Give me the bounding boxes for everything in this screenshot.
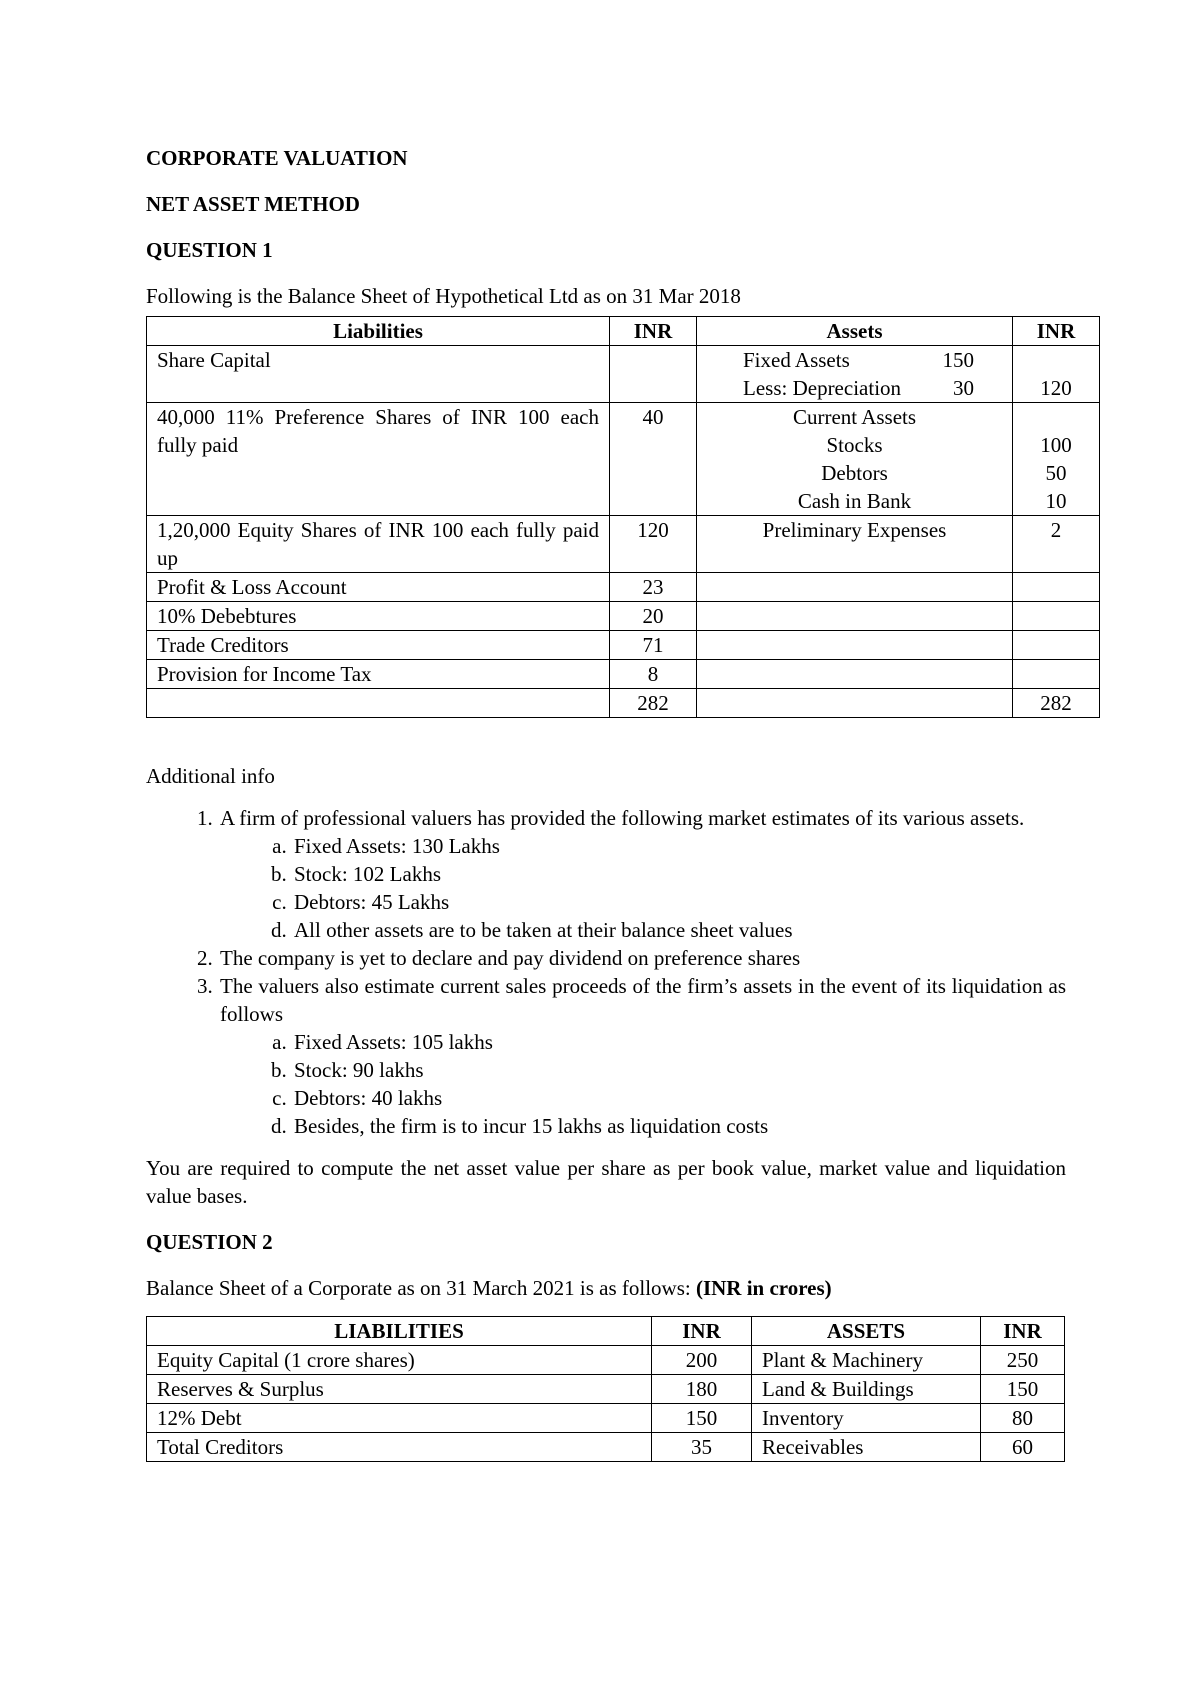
col-header-assets: Assets [697, 317, 1013, 346]
depreciation-label: Less: Depreciation [743, 376, 902, 400]
list-item: a. Fixed Assets: 130 Lakhs [292, 832, 1066, 860]
table-row [147, 1433, 1065, 1462]
list-item [218, 944, 1066, 972]
liability-value: 150 [652, 1404, 752, 1433]
liability-preference-value: 40 [610, 403, 697, 516]
asset-preliminary-expenses: Preliminary Expenses [697, 516, 1013, 573]
fixed-assets-label: Fixed Assets [743, 348, 850, 372]
document-subtitle: NET ASSET METHOD [146, 192, 360, 216]
document-title: CORPORATE VALUATION [146, 146, 408, 170]
net-fixed-assets-value: 120 [1040, 376, 1072, 400]
debtors-value: 50 [1045, 461, 1067, 485]
question-1-intro: Following is the Balance Sheet of Hypothetical Ltd as on 31 Mar 2018 [146, 284, 741, 308]
table-row [147, 602, 1100, 631]
liability-value: 23 [610, 573, 697, 602]
question-2-units: (INR in crores) [695, 1276, 832, 1300]
table-row [147, 346, 1100, 403]
liability-label: 10% Debebtures [147, 602, 610, 631]
question-1-heading: QUESTION 1 [146, 238, 273, 262]
table-header-row [147, 1317, 1065, 1346]
table-total-row [147, 689, 1100, 718]
asset-fixed-assets-cell [697, 346, 1013, 403]
liability-equity-value: 120 [610, 516, 697, 573]
list-item [218, 972, 1066, 1140]
item-3-text: The valuers also estimate current sales proceeds of the firm’s assets in the event of its liquidation as follows [220, 974, 1066, 1026]
liability-value: 35 [652, 1433, 752, 1462]
table-row [147, 1404, 1065, 1433]
preliminary-expenses-value: 2 [1013, 516, 1100, 573]
liability-value: 200 [652, 1346, 752, 1375]
depreciation-line [707, 374, 1002, 402]
table-row [147, 403, 1100, 516]
col-header-assets: ASSETS [752, 1317, 981, 1346]
item-1-text: A firm of professional valuers has provided the following market estimates of its various assets. [220, 806, 1025, 830]
additional-info-heading: Additional info [146, 764, 275, 788]
table-row [147, 1346, 1065, 1375]
list-item: d. Besides, the firm is to incur 15 lakhs as liquidation costs [292, 1112, 1066, 1140]
asset-value: 250 [981, 1346, 1065, 1375]
item-3-sublist [220, 1028, 1066, 1140]
total-liabilities-value: 282 [610, 689, 697, 718]
question-2-intro [146, 1274, 1066, 1302]
liability-label: Total Creditors [147, 1433, 652, 1462]
asset-label: Inventory [752, 1404, 981, 1433]
fixed-assets-value: 150 [942, 348, 974, 372]
item-2-text: The company is yet to declare and pay dividend on preference shares [220, 946, 801, 970]
asset-label: Land & Buildings [752, 1375, 981, 1404]
list-item [218, 804, 1066, 944]
depreciation-value: 30 [953, 376, 974, 400]
list-item: b. Stock: 90 lakhs [292, 1056, 1066, 1084]
liability-value: 20 [610, 602, 697, 631]
asset-current-assets-cell [697, 403, 1013, 516]
liability-equity-shares: 1,20,000 Equity Shares of INR 100 each fully paid up [147, 516, 610, 573]
current-assets-label: Current Assets [792, 405, 917, 429]
asset-value: 60 [981, 1433, 1065, 1462]
additional-info-list [146, 804, 1066, 1140]
stocks-value: 100 [1040, 433, 1072, 457]
list-item: c. Debtors: 45 Lakhs [292, 888, 1066, 916]
document-content [146, 144, 1076, 1462]
liability-preference-shares: 40,000 11% Preference Shares of INR 100 each fully paid [147, 403, 610, 516]
asset-value: 80 [981, 1404, 1065, 1433]
debtors-label: Debtors [821, 461, 888, 485]
fixed-assets-line [707, 346, 1002, 374]
liability-label: 12% Debt [147, 1404, 652, 1433]
liability-label: Equity Capital (1 crore shares) [147, 1346, 652, 1375]
balance-sheet-table-1 [146, 316, 1100, 718]
liability-value: 71 [610, 631, 697, 660]
table-row [147, 631, 1100, 660]
cash-value: 10 [1045, 489, 1067, 513]
liability-value: 180 [652, 1375, 752, 1404]
liability-label: Trade Creditors [147, 631, 610, 660]
balance-sheet-table-2 [146, 1316, 1065, 1462]
liability-share-capital: Share Capital [147, 346, 610, 403]
liability-value: 8 [610, 660, 697, 689]
col-header-inr: INR [981, 1317, 1065, 1346]
col-header-liabilities: Liabilities [147, 317, 610, 346]
table-row [147, 573, 1100, 602]
col-header-inr: INR [652, 1317, 752, 1346]
table-row [147, 1375, 1065, 1404]
cash-label: Cash in Bank [797, 489, 912, 513]
item-1-sublist [220, 832, 1066, 944]
table-header-row [147, 317, 1100, 346]
liability-label: Provision for Income Tax [147, 660, 610, 689]
liability-label: Reserves & Surplus [147, 1375, 652, 1404]
list-item: b. Stock: 102 Lakhs [292, 860, 1066, 888]
col-header-inr: INR [610, 317, 697, 346]
col-header-inr: INR [1013, 317, 1100, 346]
question-2-intro-text: Balance Sheet of a Corporate as on 31 March 2021 is as follows: [146, 1276, 691, 1300]
asset-label: Receivables [752, 1433, 981, 1462]
col-header-liabilities: LIABILITIES [147, 1317, 652, 1346]
asset-value: 150 [981, 1375, 1065, 1404]
total-assets-value: 282 [1013, 689, 1100, 718]
asset-label: Plant & Machinery [752, 1346, 981, 1375]
question-2-heading: QUESTION 2 [146, 1230, 273, 1254]
table-row [147, 660, 1100, 689]
table-row [147, 516, 1100, 573]
list-item: d. All other assets are to be taken at their balance sheet values [292, 916, 1066, 944]
liability-label: Profit & Loss Account [147, 573, 610, 602]
list-item: a. Fixed Assets: 105 lakhs [292, 1028, 1066, 1056]
list-item: c. Debtors: 40 lakhs [292, 1084, 1066, 1112]
stocks-label: Stocks [826, 433, 883, 457]
question-1-task: You are required to compute the net asset value per share as per book value, market value and liquidation value bases. [146, 1156, 1066, 1208]
